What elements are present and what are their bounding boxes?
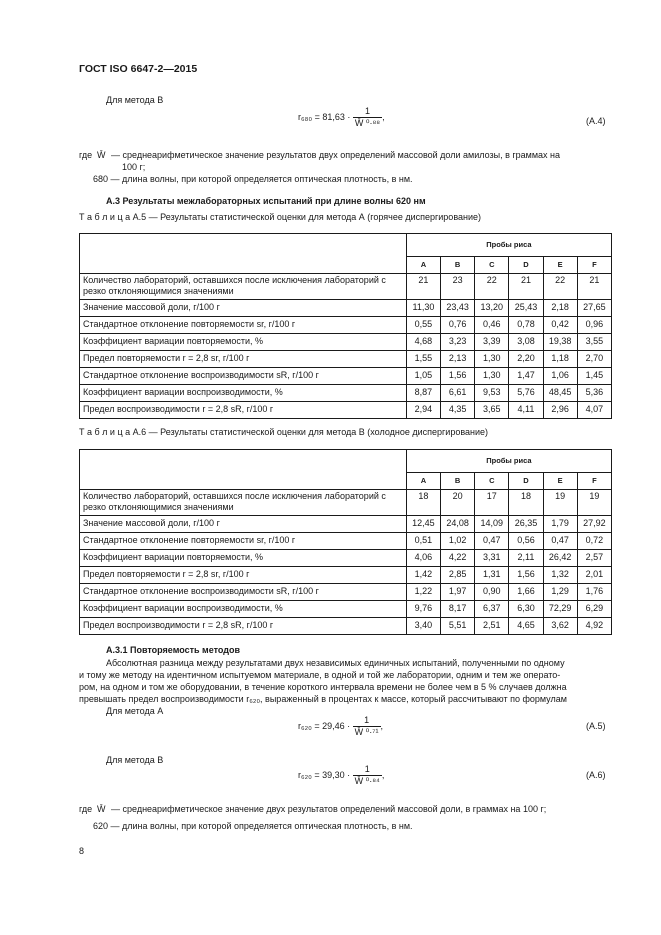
table-cell: 2,57 [577, 549, 611, 566]
table-cell: 3,39 [475, 333, 509, 350]
row-label: Стандартное отклонение воспроизводимости sR, г/100 г [80, 583, 407, 600]
table-cell: 1,18 [543, 350, 577, 367]
table-cell: 1,30 [475, 367, 509, 384]
table-cell: 19,38 [543, 333, 577, 350]
row-label: Значение массовой доли, г/100 г [80, 299, 407, 316]
paragraph-line-1: Абсолютная разница между результатами двух независимых единичных испытаний, полученными по одному [106, 658, 565, 668]
w-definition-2: — среднеарифметическое значение двух результатов определений массовой доли, в граммах на 100 г; [111, 804, 547, 814]
formula-a4-numerator: 1 [353, 106, 382, 118]
table-cell: 1,31 [475, 566, 509, 583]
row-label: Предел воспроизводимости r = 2,8 sR, г/100 г [80, 617, 407, 634]
table-a5-group-header: Пробы риса [406, 234, 611, 257]
table-cell: 1,56 [509, 566, 543, 583]
table-cell: 0,46 [475, 316, 509, 333]
table-cell: 18 [509, 490, 543, 516]
row-label: Количество лабораторий, оставшихся после исключения лабораторий с резко отклоняющимися значениями [80, 274, 407, 300]
table-a5-col-e: E [543, 257, 577, 274]
table-cell: 1,97 [441, 583, 475, 600]
table-cell: 21 [577, 274, 611, 300]
table-cell: 26,35 [509, 515, 543, 532]
formula-a5-lhs: r₆₂₀ = 29,46 · [298, 721, 351, 732]
table-cell: 6,61 [441, 384, 475, 401]
formula-a4-end: , [382, 112, 385, 123]
where-label: где [79, 150, 93, 160]
table-cell: 14,09 [475, 515, 509, 532]
table-cell: 4,06 [406, 549, 440, 566]
w-symbol-2: W̄ [97, 804, 106, 814]
row-label: Стандартное отклонение воспроизводимости sR, г/100 г [80, 367, 407, 384]
table-cell: 4,11 [509, 401, 543, 418]
table-a6 [79, 449, 612, 635]
table-a6-group-row [80, 450, 612, 473]
table-row [80, 384, 612, 401]
table-cell: 0,78 [509, 316, 543, 333]
table-cell: 26,42 [543, 549, 577, 566]
table-cell: 1,30 [475, 350, 509, 367]
table-cell: 0,56 [509, 532, 543, 549]
formula-a6-end: , [381, 770, 385, 781]
table-cell: 6,30 [509, 600, 543, 617]
table-cell: 19 [577, 490, 611, 516]
formula-a5-fraction [353, 715, 381, 739]
table-cell: 8,17 [441, 600, 475, 617]
table-cell: 2,70 [577, 350, 611, 367]
formula-a6-lhs: r₆₂₀ = 39,30 · [298, 770, 351, 781]
table-row [80, 566, 612, 583]
table-cell: 23,43 [441, 299, 475, 316]
table-row [80, 274, 612, 300]
formula-a5-numerator: 1 [353, 715, 381, 727]
table-cell: 18 [406, 490, 440, 516]
table-row [80, 367, 612, 384]
table-cell: 0,47 [543, 532, 577, 549]
w-symbol: W̄ [97, 150, 106, 160]
table-cell: 22 [475, 274, 509, 300]
table-cell: 4,68 [406, 333, 440, 350]
table-cell: 4,65 [509, 617, 543, 634]
table-cell: 2,94 [406, 401, 440, 418]
table-row [80, 490, 612, 516]
table-cell: 21 [509, 274, 543, 300]
table-cell: 5,36 [577, 384, 611, 401]
table-cell: 6,29 [577, 600, 611, 617]
table-cell: 3,23 [441, 333, 475, 350]
table-cell: 3,55 [577, 333, 611, 350]
w-definition: — среднеарифметическое значение результатов двух определений массовой доли амилозы, в граммах на [111, 150, 561, 160]
row-label: Коэффициент вариации повторяемости, % [80, 549, 407, 566]
table-cell: 1,06 [543, 367, 577, 384]
section-a3-heading: А.3 Результаты межлабораторных испытаний при длине волны 620 нм [106, 196, 426, 206]
table-a5-caption: Т а б л и ц а А.5 — Результаты статистической оценки для метода А (горячее диспергирование) [79, 212, 481, 222]
where-label-2: где [79, 804, 93, 814]
table-a6-col-b: B [441, 473, 475, 490]
table-a6-corner [80, 450, 407, 490]
table-cell: 1,02 [441, 532, 475, 549]
table-cell: 3,40 [406, 617, 440, 634]
formula-a6 [298, 764, 384, 788]
table-cell: 4,07 [577, 401, 611, 418]
row-label: Стандартное отклонение повторяемости sr, г/100 г [80, 532, 407, 549]
table-cell: 6,37 [475, 600, 509, 617]
table-cell: 2,18 [543, 299, 577, 316]
table-cell: 4,92 [577, 617, 611, 634]
table-row [80, 350, 612, 367]
table-a6-col-d: D [509, 473, 543, 490]
table-row [80, 600, 612, 617]
wavelength-620-definition: 620 — длина волны, при которой определяется оптическая плотность, в нм. [93, 821, 413, 831]
method-b-label-2: Для метода В [106, 755, 164, 765]
method-a-label: Для метода А [106, 706, 164, 716]
table-cell: 3,08 [509, 333, 543, 350]
paragraph-line-2: и тому же методу на идентичном испытуемом материале, в одной и той же лаборатории, одним и тем же операто- [79, 670, 561, 680]
table-a6-group-header: Пробы риса [406, 450, 611, 473]
table-a5-corner [80, 234, 407, 274]
document-header: ГОСТ ISO 6647-2—2015 [79, 63, 198, 75]
table-cell: 3,31 [475, 549, 509, 566]
table-cell: 12,45 [406, 515, 440, 532]
table-cell: 0,96 [577, 316, 611, 333]
table-cell: 5,76 [509, 384, 543, 401]
table-a5-col-d: D [509, 257, 543, 274]
row-label: Коэффициент вариации воспроизводимости, % [80, 384, 407, 401]
table-a5-col-a: A [406, 257, 440, 274]
table-cell: 1,22 [406, 583, 440, 600]
w-definition-cont: 100 г; [122, 162, 146, 172]
table-a6-col-a: A [406, 473, 440, 490]
table-cell: 13,20 [475, 299, 509, 316]
method-b-label: Для метода В [106, 95, 164, 105]
table-a5-col-c: C [475, 257, 509, 274]
table-cell: 1,29 [543, 583, 577, 600]
table-cell: 4,22 [441, 549, 475, 566]
formula-a4-denominator: W̄ ⁰·⁸⁸ [354, 118, 381, 129]
row-label: Стандартное отклонение повторяемости sr, г/100 г [80, 316, 407, 333]
table-a6-col-f: F [577, 473, 611, 490]
table-cell: 1,66 [509, 583, 543, 600]
table-cell: 19 [543, 490, 577, 516]
table-a6-caption: Т а б л и ц а А.6 — Результаты статистической оценки для метода В (холодное диспергирование) [79, 427, 489, 437]
table-cell: 48,45 [543, 384, 577, 401]
table-cell: 2,85 [441, 566, 475, 583]
table-cell: 1,56 [441, 367, 475, 384]
table-cell: 0,72 [577, 532, 611, 549]
table-cell: 1,32 [543, 566, 577, 583]
table-cell: 0,90 [475, 583, 509, 600]
table-a5-body [80, 274, 612, 419]
row-label: Предел повторяемости r = 2,8 sr, г/100 г [80, 350, 407, 367]
table-a5 [79, 233, 612, 419]
table-cell: 0,42 [543, 316, 577, 333]
formula-a4 [298, 106, 385, 130]
table-row [80, 299, 612, 316]
table-row [80, 515, 612, 532]
formula-a4-fraction [353, 106, 382, 130]
table-cell: 3,62 [543, 617, 577, 634]
formula-a4-number: (А.4) [586, 116, 606, 126]
table-cell: 5,51 [441, 617, 475, 634]
table-cell: 1,79 [543, 515, 577, 532]
table-cell: 0,55 [406, 316, 440, 333]
table-cell: 1,42 [406, 566, 440, 583]
table-cell: 1,45 [577, 367, 611, 384]
table-cell: 0,47 [475, 532, 509, 549]
table-row [80, 532, 612, 549]
table-cell: 4,35 [441, 401, 475, 418]
table-row [80, 617, 612, 634]
table-a5-col-b: B [441, 257, 475, 274]
table-a6-col-c: C [475, 473, 509, 490]
table-a6-body [80, 490, 612, 635]
table-row [80, 401, 612, 418]
formula-a5-end: , [380, 721, 384, 732]
formula-a4-lhs: r₆₈₀ = 81,63 · [298, 112, 351, 123]
table-cell: 1,47 [509, 367, 543, 384]
table-cell: 2,13 [441, 350, 475, 367]
table-cell: 27,92 [577, 515, 611, 532]
table-cell: 2,01 [577, 566, 611, 583]
formula-a6-fraction [353, 764, 382, 788]
table-cell: 21 [406, 274, 440, 300]
table-cell: 0,51 [406, 532, 440, 549]
row-label: Коэффициент вариации повторяемости, % [80, 333, 407, 350]
formula-a5-number: (А.5) [586, 721, 606, 731]
table-cell: 27,65 [577, 299, 611, 316]
table-cell: 23 [441, 274, 475, 300]
table-row [80, 549, 612, 566]
table-a5-group-row [80, 234, 612, 257]
row-label: Количество лабораторий, оставшихся после исключения лабораторий с резко отклоняющимися значениями [80, 490, 407, 516]
table-cell: 8,87 [406, 384, 440, 401]
table-cell: 3,65 [475, 401, 509, 418]
formula-a5 [298, 715, 383, 739]
row-label: Предел повторяемости r = 2,8 sr, г/100 г [80, 566, 407, 583]
table-cell: 20 [441, 490, 475, 516]
table-cell: 1,76 [577, 583, 611, 600]
table-a6-col-e: E [543, 473, 577, 490]
table-cell: 9,53 [475, 384, 509, 401]
row-label: Значение массовой доли, г/100 г [80, 515, 407, 532]
row-label: Коэффициент вариации воспроизводимости, % [80, 600, 407, 617]
table-row [80, 583, 612, 600]
table-row [80, 333, 612, 350]
table-cell: 1,05 [406, 367, 440, 384]
table-cell: 17 [475, 490, 509, 516]
table-cell: 9,76 [406, 600, 440, 617]
formula-a6-number: (А.6) [586, 770, 606, 780]
wavelength-680-definition: 680 — длина волны, при которой определяется оптическая плотность, в нм. [93, 174, 413, 184]
formula-a5-denominator: W̄ ⁰·⁷¹ [354, 727, 379, 738]
table-a5-col-f: F [577, 257, 611, 274]
table-cell: 25,43 [509, 299, 543, 316]
paragraph-line-3: ром, на одном и том же оборудовании, в течение короткого интервала времени не более чем в 5 % случаев должна [79, 682, 567, 692]
table-cell: 2,96 [543, 401, 577, 418]
table-cell: 22 [543, 274, 577, 300]
table-cell: 72,29 [543, 600, 577, 617]
row-label: Предел воспроизводимости r = 2,8 sR, г/100 г [80, 401, 407, 418]
formula-a6-numerator: 1 [353, 764, 382, 776]
table-row [80, 316, 612, 333]
table-cell: 2,20 [509, 350, 543, 367]
table-cell: 0,76 [441, 316, 475, 333]
paragraph-line-4: превышать предел воспроизводимости r₆₂₀, выраженный в процентах к массе, который рассчитывают по формулам [79, 694, 567, 704]
section-a31-heading: А.3.1 Повторяемость методов [106, 645, 241, 655]
table-cell: 11,30 [406, 299, 440, 316]
page-number: 8 [79, 846, 85, 856]
table-cell: 2,51 [475, 617, 509, 634]
formula-a6-denominator: W̄ ⁰·⁸⁴ [354, 776, 380, 787]
table-cell: 2,11 [509, 549, 543, 566]
table-cell: 1,55 [406, 350, 440, 367]
table-cell: 24,08 [441, 515, 475, 532]
